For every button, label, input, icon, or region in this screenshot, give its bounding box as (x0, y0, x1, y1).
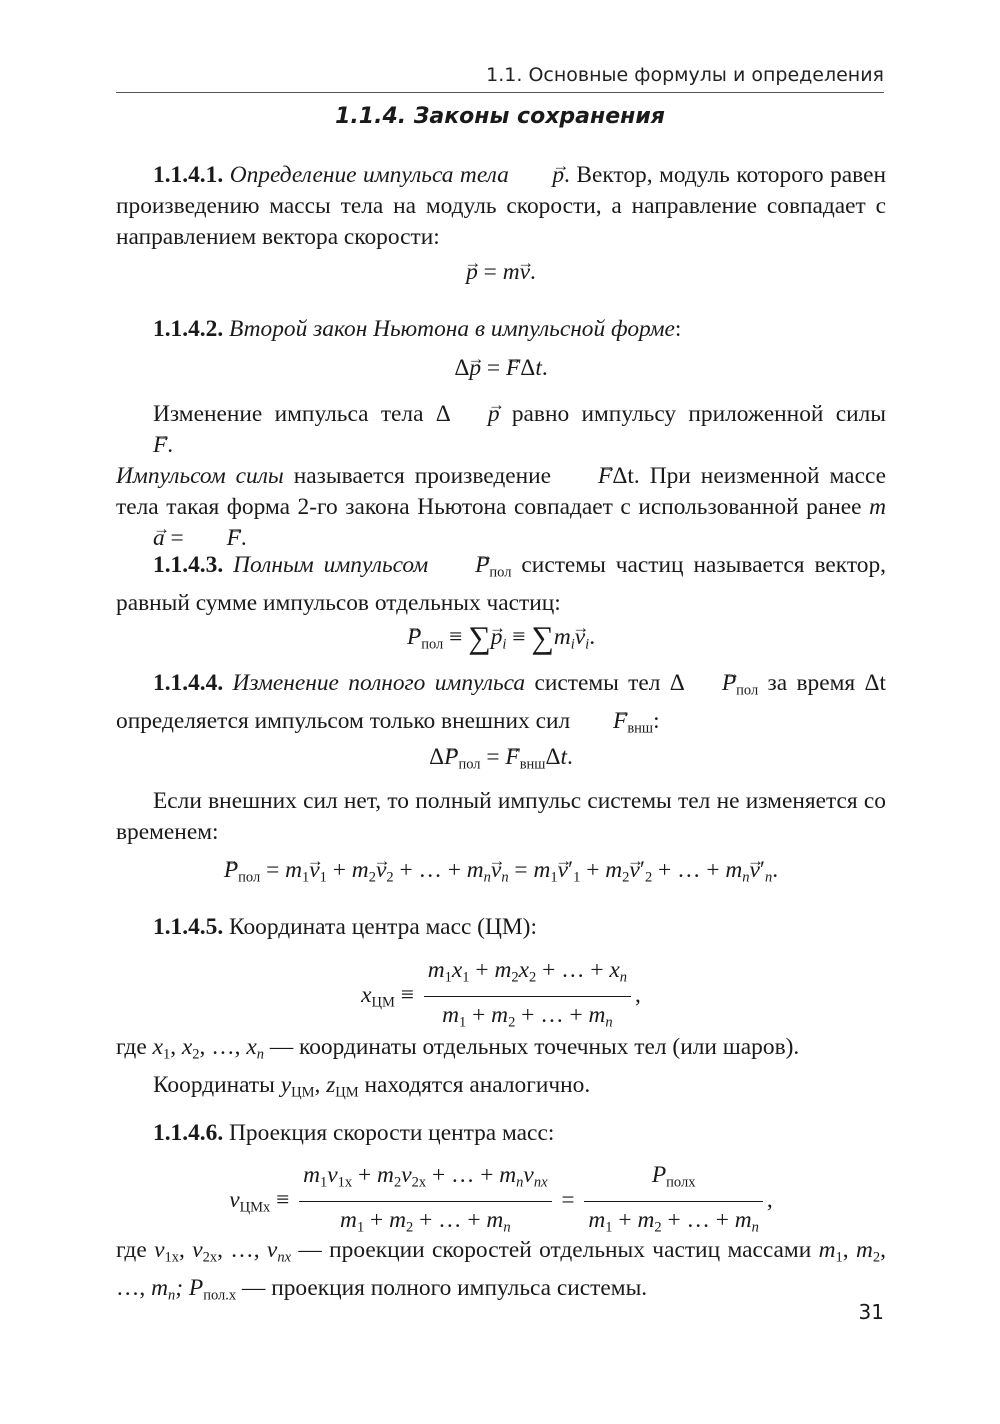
paragraph-1-1-4-2: 1.1.4.2. Второй закон Ньютона в импульсной форме: (153, 316, 682, 342)
term: Полным импульсом (233, 552, 429, 578)
formula-conservation: → $P_{пол} = m_1\to v_1 + m_2\to v_2$ + … + mn→ vn = $m_1\to v'_1 + m_2\to v'_2$ + … + mn→ v′n. (116, 855, 886, 893)
definition-text: . Вектор, модуль которого равен произведению массы тела на модуль скорости, а направление совпадает с направлением вектора скорости: (116, 162, 886, 250)
term: Второй закон Ньютона в импульсной форме (229, 316, 675, 342)
paragraph-1-1-4-6: 1.1.4.6. Проекция скорости центра масс: (153, 1120, 555, 1146)
formula-momentum-change: $\Delta\to P_{пол}$ = → $F_{внш}\Delta t$. (116, 742, 886, 780)
header-rule (116, 92, 884, 93)
paragraph-1-1-4-3: 1.1.4.3. Полным импульсом → $P_{пол}$ системы частиц называется вектор, равный сумме импульсов отдельных частиц: (116, 550, 886, 619)
term: Импульсом силы (116, 463, 284, 489)
running-head: 1.1. Основные формулы и определения (486, 64, 884, 86)
paragraph-impulse: Изменение импульса тела Δ→ p равно импульсу приложенной силы → F. Импульсом силы называется произведение → FΔt. При неизменной массе тела такая форма 2-го закона Ньютона совпадает с использованной ранее m→ a = → F. (116, 399, 886, 554)
formula-momentum: → p = m→ v. (116, 257, 886, 288)
item-number: 1.1.4.4. (153, 670, 224, 696)
paragraph-1-1-4-1 (116, 160, 886, 253)
paragraph-velocity-note: где $v_{1x}$, $v_{2x}$, …, vnx — проекции скоростей отдельных частиц массами $m_1$, $m_2$, …, mn; $P_{пол.x}$ — проекция полного импульса системы. (116, 1237, 886, 1304)
paragraph-com-note: где $x_1$, $x_2$, …, xn — координаты отдельных точечных тел (или шаров). Координаты $y_{ЦМ}$, $z_{ЦМ}$ находятся аналогично. (116, 1034, 800, 1101)
paragraph-1-1-4-5: 1.1.4.5. Координата центра масс (ЦМ): (153, 914, 537, 940)
item-number: 1.1.4.1. (153, 162, 224, 188)
paragraph-1-1-4-4: 1.1.4.4. Изменение полного импульса системы тел $\Delta\to P_{пол}$ за время Δt определяется импульсом только внешних сил → $F_{внш}$: (116, 668, 886, 745)
item-number: 1.1.4.2. (153, 316, 224, 342)
term: Определение импульса тела (229, 162, 509, 188)
item-number: 1.1.4.3. (153, 552, 224, 578)
item-number: 1.1.4.6. (153, 1120, 224, 1146)
term: Изменение полного импульса (232, 670, 526, 696)
formula-newton-momentum: Δ→ p = → FΔt. (116, 353, 886, 384)
momentum-symbol: → p (515, 160, 564, 191)
formula-total-momentum: → $P_{пол}$ ≡ ∑→ pi ≡ ∑mi→ vi. (116, 622, 886, 661)
formula-com-velocity: $v_{ЦМx}$ ≡ $\frac{m_1v_{1x} + m_2v_{2x} + \dots + mnvnx}{m_1 + m_2 + \dots + mn}$ = $\frac{P_{полx}}{m_1 + m_2 + \dots + mn}$ , (229, 1162, 773, 1236)
page-number: 31 (858, 1300, 884, 1324)
section-title: 1.1.4. Законы сохранения (335, 104, 665, 129)
formula-center-of-mass: $x_{ЦМ}$ ≡ $\frac{m_1x_1 + m_2x_2 + \dots + xn}{m_1 + m_2 + \dots + mn}$ , (361, 957, 641, 1031)
paragraph-conservation: Если внешних сил нет, то полный импульс системы тел не изменяется со временем: (116, 788, 886, 845)
item-number: 1.1.4.5. (153, 914, 224, 940)
